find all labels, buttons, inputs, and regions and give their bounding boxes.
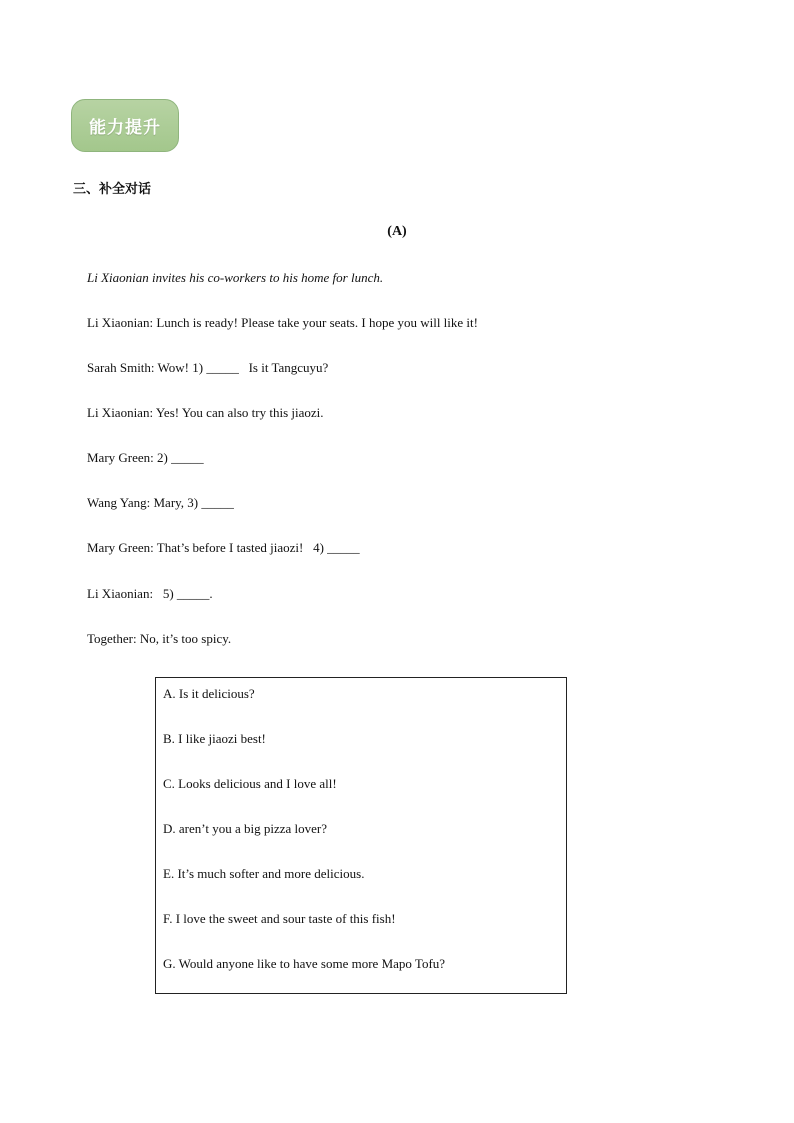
dialogue-line: Mary Green: 2) _____ <box>87 450 204 465</box>
option-f: F. I love the sweet and sour taste of this fish! <box>163 911 396 926</box>
option-a: A. Is it delicious? <box>163 686 255 701</box>
dialogue-line: Li Xiaonian: Lunch is ready! Please take your seats. I hope you will like it! <box>87 315 478 330</box>
dialogue-line: Sarah Smith: Wow! 1) _____ Is it Tangcuyu? <box>87 360 329 375</box>
passage-intro: Li Xiaonian invites his co-workers to his home for lunch. <box>87 270 384 285</box>
dialogue-line: Together: No, it’s too spicy. <box>87 631 232 646</box>
dialogue-line: Mary Green: That’s before I tasted jiaozi! 4) _____ <box>87 540 360 555</box>
option-e: E. It’s much softer and more delicious. <box>163 866 365 881</box>
option-b: B. I like jiaozi best! <box>163 731 266 746</box>
option-d: D. aren’t you a big pizza lover? <box>163 821 327 836</box>
section-badge-label: 能力提升 <box>89 118 161 138</box>
section-badge <box>71 99 179 152</box>
passage-label: (A) <box>387 224 407 239</box>
option-c: C. Looks delicious and I love all! <box>163 776 337 791</box>
dialogue-line: Li Xiaonian: 5) _____. <box>87 586 213 601</box>
dialogue-line: Wang Yang: Mary, 3) _____ <box>87 495 234 510</box>
options-box <box>155 677 567 994</box>
option-g: G. Would anyone like to have some more Mapo Tofu? <box>163 956 446 971</box>
dialogue-line: Li Xiaonian: Yes! You can also try this jiaozi. <box>87 405 324 420</box>
section-heading: 三、补全对话 <box>73 182 152 197</box>
